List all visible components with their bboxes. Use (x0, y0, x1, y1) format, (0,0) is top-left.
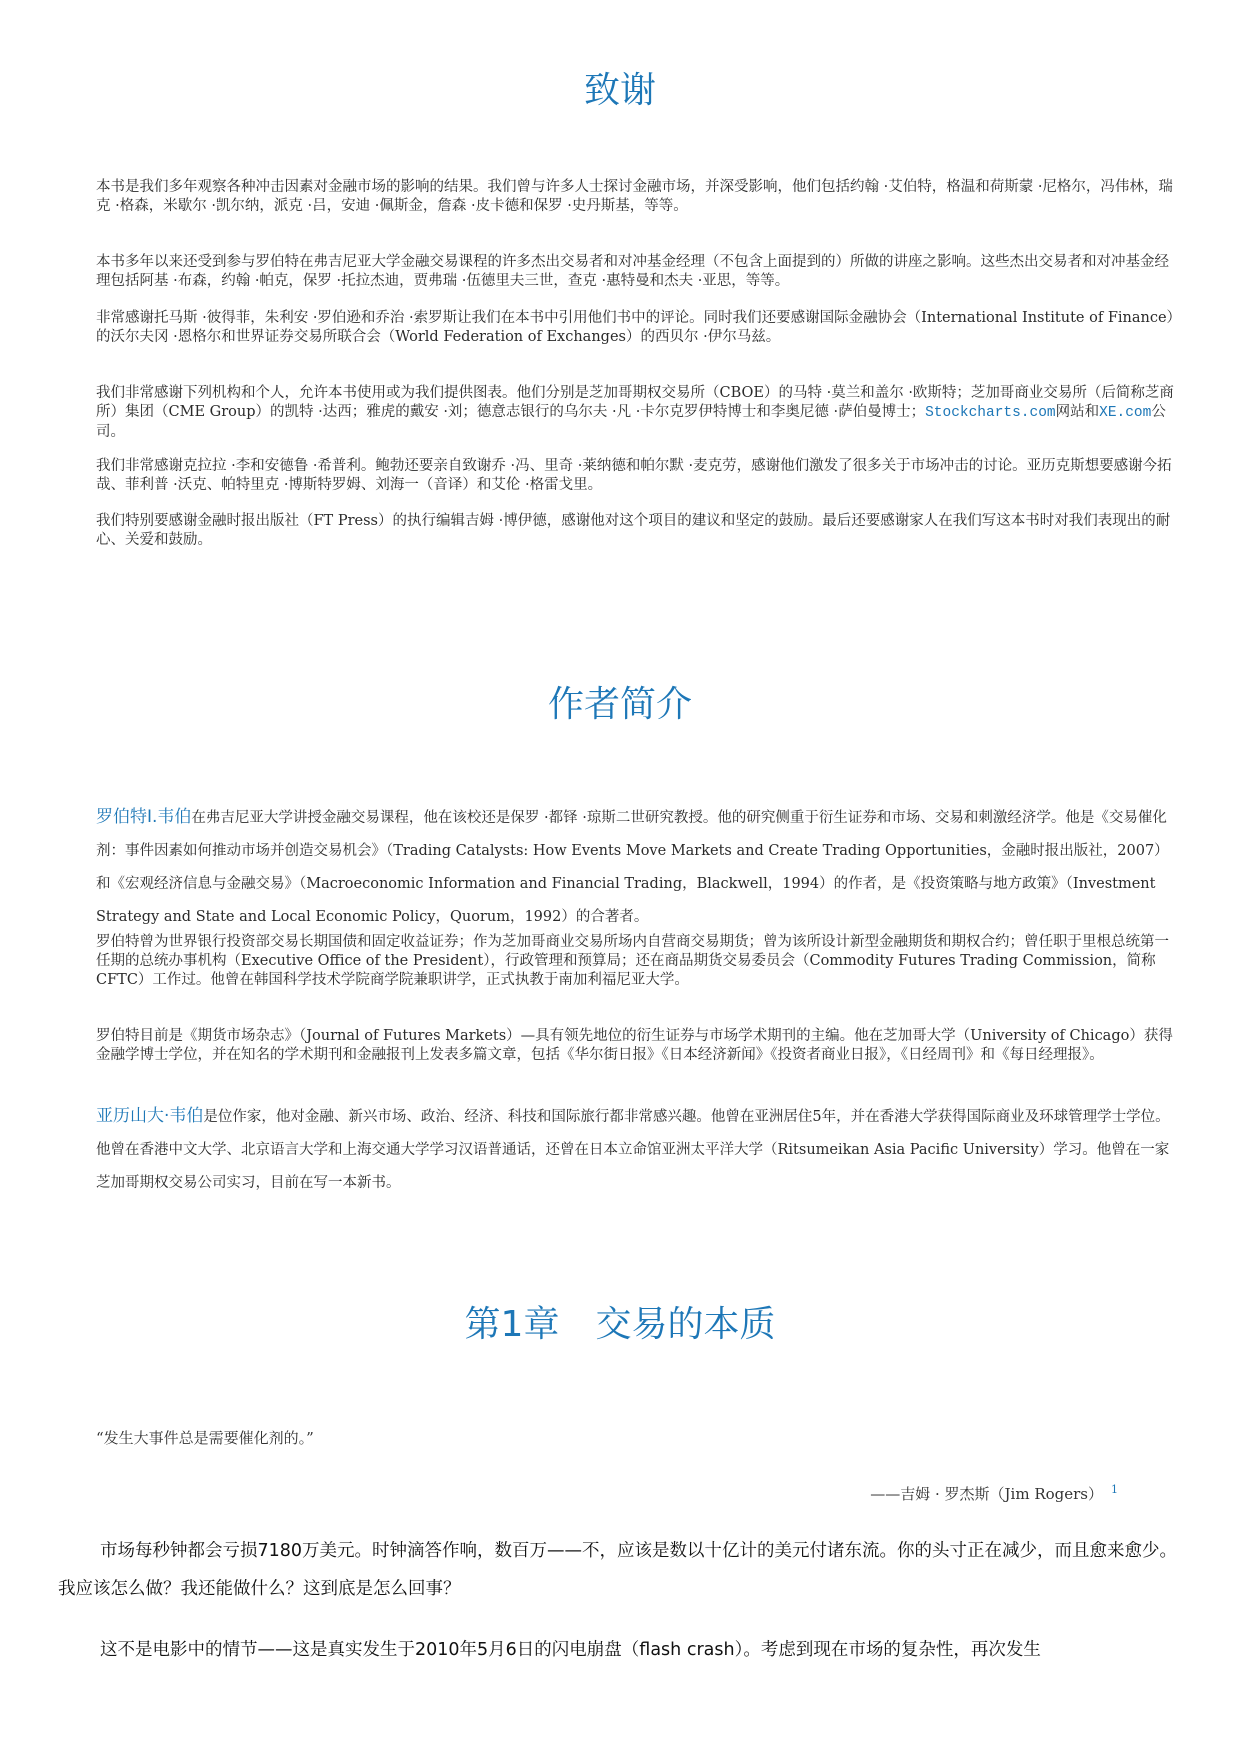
ack-paragraph-1: 本书是我们多年观察各种冲击因素对金融市场的影响的结果。我们曾与许多人士探讨金融市场，并深受影响，他们包括约翰 ·艾伯特，格温和荷斯蒙 ·尼格尔，冯伟林，瑞克 ·格森，米歇尔 ·凯尔纳，派克 ·吕，安迪 ·佩斯金，詹森 ·皮卡德和保罗 ·史丹斯基，等等。 (96, 179, 1173, 214)
ack-p4-text-2: 网站和 (1055, 404, 1100, 420)
epigraph-quote: “发生大事件总是需要催化剂的。” (96, 1429, 314, 1447)
ack-p4-text-1: 我们非常感谢下列机构和个人，允许本书使用或为我们提供图表。他们分别是芝加哥期权交易所（CBOE）的马特 ·莫兰和盖尔 ·欧斯特；芝加哥商业交易所（后简称芝商所）集团（CME Group）的凯特 ·达西；雅虎的戴安 ·刘；德意志银行的乌尔夫 ·凡 ·卡尔克罗伊特博士和李奥尼德 ·萨伯曼博士； (96, 385, 1174, 420)
robert-bio-paragraph-2: 罗伯特曾为世界银行投资部交易长期国债和固定收益证券；作为芝加哥商业交易所场内自营商交易期货；曾为该所设计新型金融期货和期权合约；曾任职于里根总统第一任期的总统办事机构（Executive Office of the President），行政管理和预算局；还在商品期货交易委员会（Commodity Futures Trading Commission，简称CFTC）工作过。他曾在韩国科学技术学院商学院兼职讲学，正式执教于南加利福尼亚大学。 (96, 934, 1169, 988)
robert-bio-text-1: 在弗吉尼亚大学讲授金融交易课程，他在该校还是保罗 ·都铎 ·琼斯二世研究教授。他的研究侧重于衍生证券和市场、交易和刺激经济学。他是《交易催化剂：事件因素如何推动市场并创造交易机会》（Trading Catalysts: How Events Move Markets and Create Trading Opportunities，金融时报出版社，2007）和《宏观经济信息与金融交易》（Macroeconomic Information and Financial Trading，Blackwell，1994）的作者，是《投资策略与地方政策》（Investment Strategy and State and Local Economic Policy，Quorum，1992）的合著者。 (96, 810, 1169, 925)
attribution-text: ——吉姆 · 罗杰斯（Jim Rogers） (870, 1485, 1103, 1503)
chapter-1-title: 第1章 交易的本质 (464, 1304, 776, 1345)
acknowledgements-title: 致谢 (583, 70, 656, 111)
ack-paragraph-3: 非常感谢托马斯 ·彼得菲，朱利安 ·罗伯逊和乔治 ·索罗斯让我们在本书中引用他们书中的评论。同时我们还要感谢国际金融协会（International Institute of Finance）的沃尔夫冈 ·恩格尔和世界证券交易所联合会（World Federation of Exchanges）的西贝尔 ·伊尔马兹。 (96, 310, 1174, 345)
chapter-body-paragraph-2: 这不是电影中的情节——这是真实发生于2010年5月6日的闪电崩盘（flash crash）。考虑到现在市场的复杂性，再次发生 (100, 1640, 1041, 1660)
alex-bio-paragraph (96, 1100, 1178, 1200)
robert-bio-paragraph-1 (96, 801, 1178, 934)
alex-name: 亚历山大·韦伯 (96, 1106, 204, 1126)
alex-bio-text: 是位作家，他对金融、新兴市场、政治、经济、科技和国际旅行都非常感兴趣。他曾在亚洲居住5年，并在香港大学获得国际商业及环球管理学士学位。他曾在香港中文大学、北京语言大学和上海交通大学学习汉语普通话，还曾在日本立命馆亚洲太平洋大学（Ritsumeikan Asia Pacific University）学习。他曾在一家芝加哥期权交易公司实习，目前在写一本新书。 (96, 1109, 1170, 1191)
ack-paragraph-2: 本书多年以来还受到参与罗伯特在弗吉尼亚大学金融交易课程的许多杰出交易者和对冲基金经理（不包含上面提到的）所做的讲座之影响。这些杰出交易者和对冲基金经理包括阿基 ·布森，约翰 ·帕克，保罗 ·托拉杰迪，贾弗瑞 ·伍德里夫三世，查克 ·惠特曼和杰夫 ·亚思，等等。 (96, 254, 1169, 289)
ack-paragraph-4 (96, 384, 1178, 442)
ack-paragraph-5: 我们非常感谢克拉拉 ·李和安德鲁 ·希普利。鲍勃还要亲自致谢乔 ·冯、里奇 ·莱纳德和帕尔默 ·麦克劳，感谢他们激发了很多关于市场冲击的讨论。亚历克斯想要感谢今拓哉、菲利普 ·沃克、帕特里克 ·博斯特罗姆、刘海一（音译）和艾伦 ·格雷戈里。 (96, 458, 1172, 493)
chapter-body-paragraph-1: 市场每秒钟都会亏损7180万美元。时钟滴答作响，数百万——不，应该是数以十亿计的美元付诸东流。你的头寸正在减少，而且愈来愈少。我应该怎么做？我还能做什么？这到底是怎么回事？ (58, 1541, 1178, 1599)
about-authors-title: 作者简介 (547, 684, 692, 725)
xe-link[interactable]: XE.com (1099, 405, 1152, 421)
epigraph-attribution (870, 1483, 1118, 1504)
stockcharts-link[interactable]: Stockcharts.com (925, 405, 1056, 421)
ack-p4-text-3: 公司。 (96, 404, 1166, 440)
ack-paragraph-6: 我们特别要感谢金融时报出版社（FT Press）的执行编辑吉姆 ·博伊德，感谢他对这个项目的建议和坚定的鼓励。最后还要感谢家人在我们写这本书时对我们表现出的耐心、关爱和鼓励。 (96, 513, 1171, 548)
footnote-marker[interactable]: 1 (1111, 1483, 1118, 1496)
robert-name: 罗伯特I.韦伯 (96, 807, 192, 827)
robert-bio-paragraph-3: 罗伯特目前是《期货市场杂志》（Journal of Futures Markets）—具有领先地位的衍生证券与市场学术期刊的主编。他在芝加哥大学（University of Chicago）获得金融学博士学位，并在知名的学术期刊和金融报刊上发表多篇文章，包括《华尔街日报》《日本经济新闻》《投资者商业日报》，《日经周刊》和《每日经理报》。 (96, 1028, 1173, 1063)
